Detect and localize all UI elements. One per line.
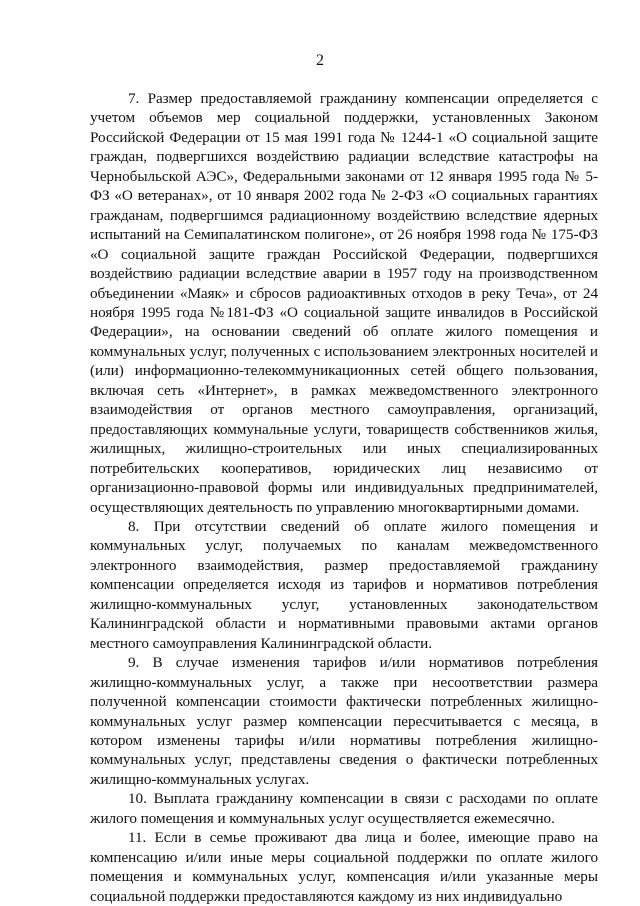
page-number: 2	[316, 52, 324, 69]
paragraph-10: 10. Выплата гражданину компенсации в связи с расходами по оплате жилого помещения и коммунальных услуг осуществляется ежемесячно.	[90, 790, 598, 827]
paragraph-7: 7. Размер предоставляемой гражданину компенсации определяется с учетом объемов мер социальной поддержки, установленных Законом Российской Федерации от 15 мая 1991 года № 1244-1 «О социальной защите граждан, подвергшихся воздействию радиации вследствие катастрофы на Чернобыльской АЭС», Федеральными законами от 12 января 1995 года № 5-ФЗ «О ветеранах», от 10 января 2002 года № 2-ФЗ «О социальных гарантиях гражданам, подвергшимся радиационному воздействию вследствие ядерных испытаний на Семипалатинском полигоне», от 26 ноября 1998 года № 175-ФЗ «О социальной защите граждан Российской Федерации, подвергшихся воздействию радиации вследствие аварии в 1957 году на производственном объединении «Маяк» и сбросов радиоактивных отходов в реку Теча», от 24 ноября 1995 года №181-ФЗ «О социальной защите инвалидов в Российской Федерации», на основании сведений об оплате жилого помещения и коммунальных услуг, полученных с использованием электронных носителей и (или) информационно-телекоммуникационных сетей общего пользования, включая сеть «Интернет», в рамках межведомственного электронного взаимодействия от органов местного самоуправления, организаций, предоставляющих коммунальные услуги, товариществ собственников жилья, жилищных, жилищно-строительных или иных специализированных потребительских кооперативов, юридических лиц независимо от организационно-правовой формы или индивидуальных предпринимателей, осуществляющих деятельность по управлению многоквартирными домами.	[90, 90, 598, 516]
paragraph-9: 9. В случае изменения тарифов и/или нормативов потребления жилищно-коммунальных услуг, а также при несоответствии размера полученной компенсации стоимости фактически потребленных жилищно-коммунальных услуг размер компенсации пересчитывается с месяца, в котором изменены тарифы и/или нормативы потребления жилищно-коммунальных услуг, представлены сведения о фактически потребленных жилищно-коммунальных услугах.	[90, 654, 598, 788]
paragraph-8: 8. При отсутствии сведений об оплате жилого помещения и коммунальных услуг, получаемых по каналам межведомственного электронного взаимодействия, размер предоставляемой гражданину компенсации определяется исходя из тарифов и нормативов потребления жилищно-коммунальных услуг, установленных законодательством Калининградской области и нормативными правовыми актами органов местного самоуправления Калининградской области.	[90, 517, 598, 652]
paragraph-11: 11. Если в семье проживают два лица и более, имеющие право на компенсацию и/или иные меры социальной поддержки по оплате жилого помещения и коммунальных услуг, компенсация и/или указанные меры социальной поддержки предоставляются каждому из них индивидуально	[90, 829, 598, 905]
document-body	[90, 89, 598, 906]
